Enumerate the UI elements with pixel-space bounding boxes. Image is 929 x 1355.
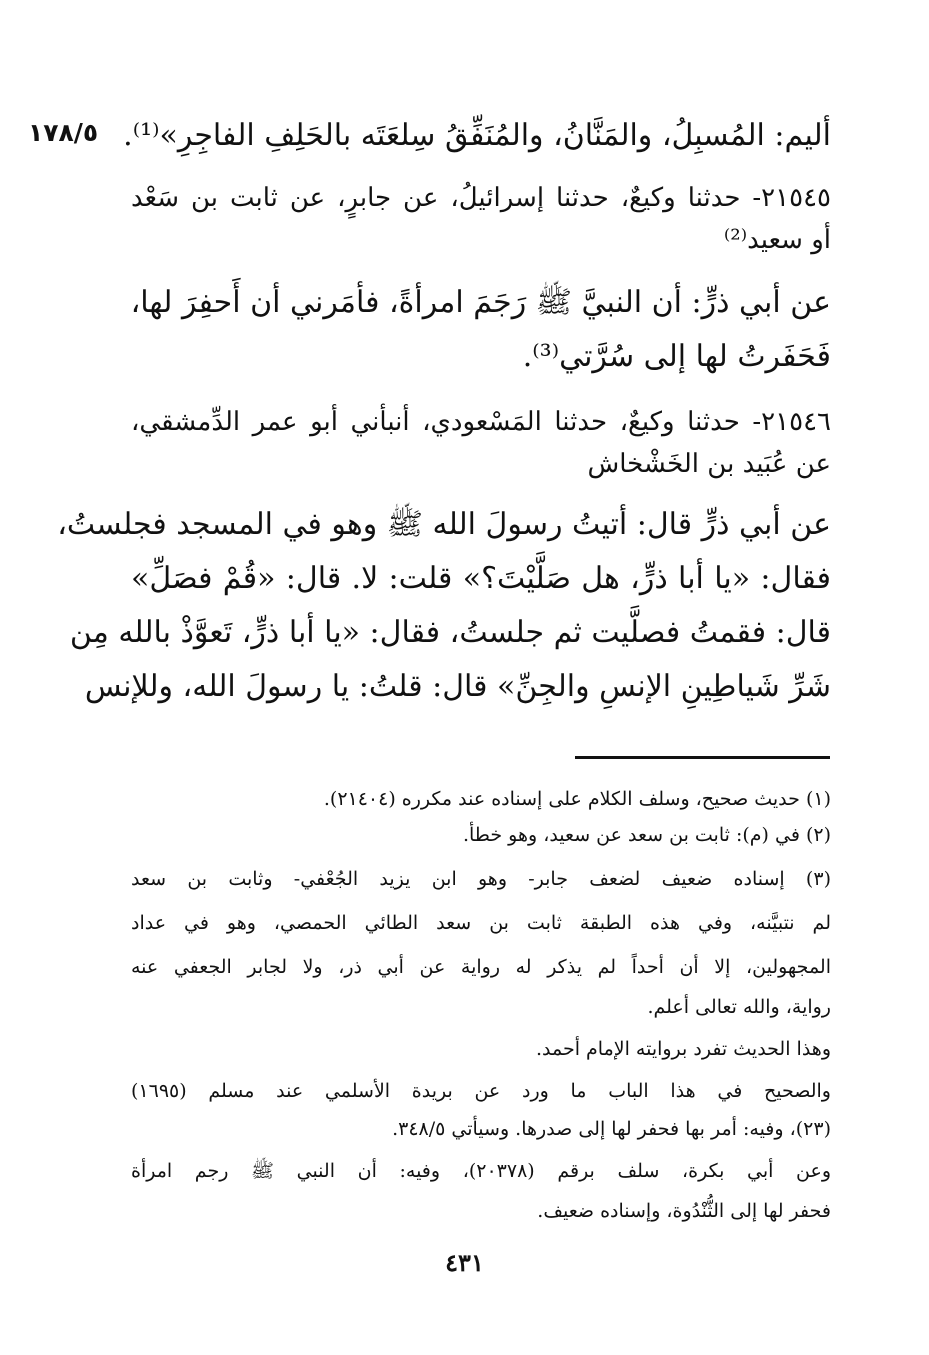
footnote-line: رواية، والله تعالى أعلم. [647,996,831,1018]
isnad-line: ٢١٥٤٥- حدثنا وكيعٌ، حدثنا إسرائيلُ، عن جابرٍ، عن ثابت بن سَعْد [131,183,831,213]
main-text-line: عن أبي ذرٍّ قال: أتيتُ رسولَ الله ﷺ وهو في المسجد فجلستُ، [57,507,831,542]
margin-reference: ١٧٨/٥ [28,118,99,147]
main-text-line: قال: فقمتُ فصلَّيت ثم جلستُ، فقال: «يا أبا ذرٍّ، تَعوَّذْ بالله مِن [69,615,831,650]
footnote-line: لم نتبيَّنه، وفي هذه الطبقة ثابت بن سعد الطائي الحمصي، وهو في عداد [131,912,831,934]
footnote-line: وعن أبي بكرة، سلف برقم (٢٠٣٧٨)، وفيه: أن النبي ﷺ رجم امرأة [131,1160,832,1182]
footnote-line: والصحيح في هذا الباب ما ورد عن بريدة الأسلمي عند مسلم (١٦٩٥) [131,1080,831,1102]
main-text-line: عن أبي ذرٍّ: أن النبيَّ ﷺ رَجَمَ امرأةً، فأمَرني أن أَحفِرَ لها، [130,285,831,320]
footnote-line: المجهولين، إلا أن أحداً لم يذكر له رواية عن أبي ذر، ولا لجابر الجعفي عنه [131,956,831,978]
footnote-line: (١) حديث صحيح، وسلف الكلام على إسناده عند مكرره (٢١٤٠٤). [323,788,831,810]
footnote-line: فحفر لها إلى الثُّنْدُوة، وإسناده ضعيف. [537,1200,831,1222]
footnote-separator [575,756,830,759]
main-text-line: شَرِّ شَياطِينِ الإنسِ والجِنِّ» قال: قلتُ: يا رسولَ الله، وللإنس [84,669,831,704]
page-number: ٤٣١ [445,1248,484,1277]
footnote-line: (٣) إسناده ضعيف لضعف جابر- وهو ابن يزيد الجُعْفي- وثابت بن سعد [131,868,831,890]
main-text-line: أليم: المُسبِلُ، والمَنَّانُ، والمُنَفِّقُ سِلعَتَه بالحَلِفِ الفاجِرِ»⁽¹⁾. [123,118,831,153]
isnad-line: عن عُبَيد بن الخَشْخاش [587,449,831,479]
isnad-line: أو سعيد⁽²⁾ [723,225,831,255]
footnote-line: وهذا الحديث تفرد بروايته الإمام أحمد. [535,1038,831,1060]
main-text-line: فقال: «يا أبا ذرٍّ، هل صَلَّيْتَ؟» قلت: لا. قال: «قُمْ فصَلِّ» [131,561,831,596]
footnote-line: (٢) في (م): ثابت بن سعد عن سعيد، وهو خطأ. [462,824,831,846]
footnote-line: (٢٣)، وفيه: أمر بها فحفر لها إلى صدرها. وسيأتي ٣٤٨/٥. [392,1118,831,1140]
main-text-line: فَحَفَرتُ لها إلى سُرَّتي⁽³⁾. [522,339,831,374]
isnad-line: ٢١٥٤٦- حدثنا وكيعٌ، حدثنا المَسْعودي، أنبأني أبو عمر الدِّمشقي، [131,407,831,437]
